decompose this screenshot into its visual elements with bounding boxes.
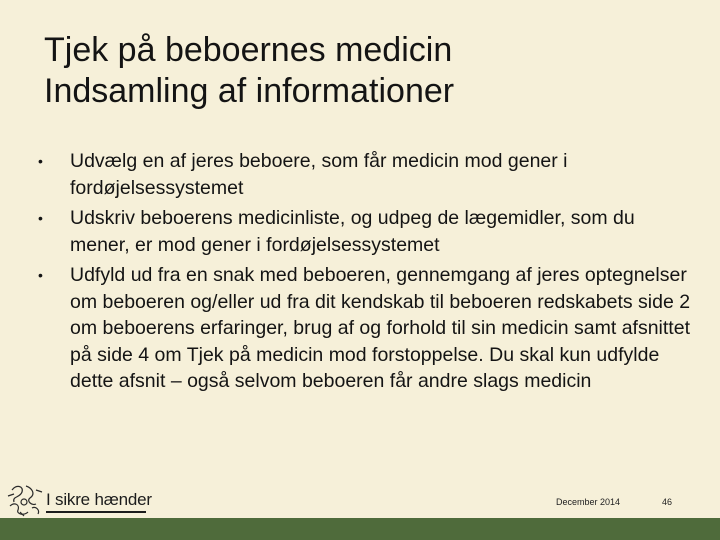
bullet-text: Udskriv beboerens medicinliste, og udpeg de lægemidler, som du mener, er mod gener i fordøjelsessystemet <box>70 207 635 256</box>
slide-title <box>44 30 684 112</box>
bullet-item <box>34 262 694 395</box>
footer-date: December 2014 <box>556 497 621 507</box>
bullet-text: Udvælg en af jeres beboere, som får medicin mod gener i fordøjelsessystemet <box>70 150 568 199</box>
bullet-list <box>34 148 694 399</box>
footer-bar <box>0 518 720 540</box>
title-line-2: Indsamling af informationer <box>44 72 455 110</box>
bullet-dot-icon: • <box>38 210 43 226</box>
bullet-text: Udfyld ud fra en snak med beboeren, gennemgang af jeres optegnelser om beboeren og/eller ud fra dit kendskab til beboeren redskabets side 2 om beboerens erfaringer, brug af og forhold til sin medicin samt afsnittet på side 4 om Tjek på medicin mod forstoppelse. Du skal kun udfylde dette afsnit – også selvom beboeren får andre slags medicin <box>70 264 691 392</box>
logo-emblem-icon <box>6 482 46 518</box>
logo-underline <box>46 511 146 513</box>
bullet-dot-icon: • <box>38 153 43 169</box>
bullet-dot-icon: • <box>38 267 43 283</box>
title-line-1: Tjek på beboernes medicin <box>44 31 453 69</box>
bullet-item <box>34 148 694 201</box>
bullet-item <box>34 205 694 258</box>
logo-text: I sikre hænder <box>46 490 152 509</box>
page-number: 46 <box>662 497 673 507</box>
